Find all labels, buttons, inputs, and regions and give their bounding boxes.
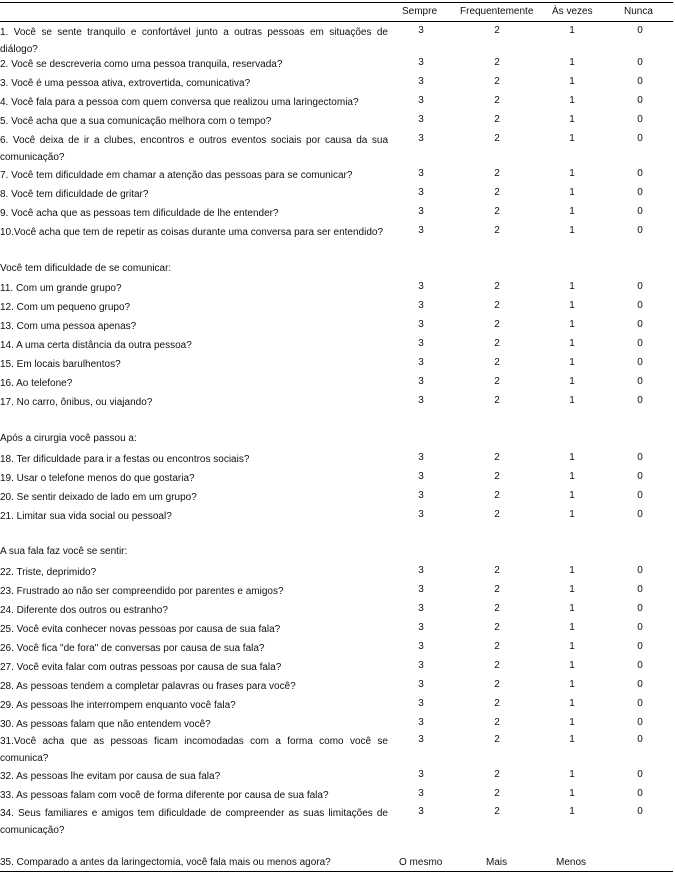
score-cell: 0 [637, 300, 643, 311]
score-cell: 2 [494, 57, 500, 68]
score-cell: 3 [418, 395, 424, 406]
question-text: 5. Você acha que a sua comunicação melhora com o tempo? [0, 116, 272, 127]
score-cell: 3 [418, 281, 424, 292]
score-cell: 1 [569, 395, 575, 406]
score-cell: 0 [637, 717, 643, 728]
score-cell: 0 [637, 225, 643, 236]
score-cell: 1 [569, 225, 575, 236]
score-cell: 3 [418, 471, 424, 482]
question-text: 21. Limitar sua vida social ou pessoal? [0, 511, 172, 522]
question-text: 24. Diferente dos outros ou estranho? [0, 605, 168, 616]
question-text: 10.Você acha que tem de repetir as coisas durante uma conversa para ser entendido? [0, 227, 384, 238]
score-cell: 1 [569, 565, 575, 576]
score-cell: 3 [418, 187, 424, 198]
score-cell: 2 [494, 168, 500, 179]
score-cell: 1 [569, 698, 575, 709]
score-cell: 0 [637, 509, 643, 520]
score-cell: 2 [494, 717, 500, 728]
question-text: 1. Você se sente tranquilo e confortável junto a outras pessoas em situações de diálogo? [0, 27, 388, 55]
score-cell: 3 [418, 769, 424, 780]
score-cell: 0 [637, 114, 643, 125]
score-cell: 0 [637, 319, 643, 330]
score-cell: 3 [418, 376, 424, 387]
score-cell: 3 [418, 603, 424, 614]
score-cell: 0 [637, 769, 643, 780]
score-cell: 3 [418, 225, 424, 236]
score-cell: 3 [418, 622, 424, 633]
score-cell: 1 [569, 133, 575, 144]
score-cell: 1 [569, 679, 575, 690]
question-text: 32. As pessoas lhe evitam por causa de sua fala? [0, 771, 221, 782]
score-cell: 0 [637, 788, 643, 799]
score-cell: 2 [494, 187, 500, 198]
score-cell: 0 [637, 376, 643, 387]
score-cell: 2 [494, 603, 500, 614]
score-cell: 3 [418, 319, 424, 330]
score-cell: 0 [637, 168, 643, 179]
score-cell: 3 [418, 300, 424, 311]
top-rule [0, 2, 673, 3]
score-cell: 3 [418, 357, 424, 368]
section-heading: Você tem dificuldade de se comunicar: [0, 263, 172, 274]
question-text: 13. Com uma pessoa apenas? [0, 321, 137, 332]
section-heading: A sua fala faz você se sentir: [0, 546, 128, 557]
question-text: 6. Você deixa de ir a clubes, encontros e outros eventos sociais por causa da sua comunicação? [0, 135, 388, 163]
score-cell: 3 [418, 490, 424, 501]
score-cell: 2 [494, 452, 500, 463]
score-cell: 0 [637, 76, 643, 87]
final-option-o-mesmo: O mesmo [399, 857, 443, 868]
question-text: 8. Você tem dificuldade de gritar? [0, 189, 149, 200]
score-cell: 1 [569, 281, 575, 292]
score-cell: 1 [569, 168, 575, 179]
final-option-mais: Mais [486, 857, 508, 868]
score-cell: 0 [637, 452, 643, 463]
question-text: 25. Você evita conhecer novas pessoas por causa de sua fala? [0, 624, 281, 635]
score-cell: 3 [418, 76, 424, 87]
question-text: 29. As pessoas lhe interrompem enquanto você fala? [0, 700, 236, 711]
final-question: 35. Comparado a antes da laringectomia, você fala mais ou menos agora? [0, 857, 331, 868]
question-text: 28. As pessoas tendem a completar palavras ou frases para você? [0, 681, 296, 692]
score-cell: 1 [569, 338, 575, 349]
score-cell: 3 [418, 679, 424, 690]
score-cell: 0 [637, 565, 643, 576]
question-text: 7. Você tem dificuldade em chamar a atenção das pessoas para se comunicar? [0, 170, 353, 181]
question-text: 12. Com um pequeno grupo? [0, 302, 131, 313]
score-cell: 2 [494, 622, 500, 633]
question-text: 14. A uma certa distância da outra pessoa? [0, 340, 192, 351]
score-cell: 3 [418, 660, 424, 671]
score-cell: 3 [418, 57, 424, 68]
score-cell: 1 [569, 471, 575, 482]
score-cell: 3 [418, 565, 424, 576]
score-cell: 0 [637, 603, 643, 614]
score-cell: 0 [637, 57, 643, 68]
score-cell: 0 [637, 698, 643, 709]
score-cell: 2 [494, 95, 500, 106]
score-cell: 0 [637, 734, 643, 745]
header-sempre: Sempre [402, 6, 438, 17]
score-cell: 2 [494, 25, 500, 36]
score-cell: 2 [494, 490, 500, 501]
question-text: 34. Seus familiares e amigos tem dificuldade de compreender as suas limitações de comunicação? [0, 808, 388, 836]
score-cell: 1 [569, 788, 575, 799]
question-text: 33. As pessoas falam com você de forma diferente por causa de sua fala? [0, 790, 329, 801]
question-text: 31.Você acha que as pessoas ficam incomodadas com a forma como você se comunica? [0, 736, 388, 764]
score-cell: 0 [637, 95, 643, 106]
score-cell: 1 [569, 806, 575, 817]
header-as-vezes: Às vezes [552, 6, 593, 17]
score-cell: 2 [494, 734, 500, 745]
question-text: 18. Ter dificuldade para ir a festas ou encontros sociais? [0, 454, 250, 465]
score-cell: 0 [637, 584, 643, 595]
score-cell: 1 [569, 490, 575, 501]
score-cell: 2 [494, 509, 500, 520]
question-text: 19. Usar o telefone menos do que gostaria? [0, 473, 195, 484]
score-cell: 1 [569, 76, 575, 87]
score-cell: 1 [569, 95, 575, 106]
score-cell: 1 [569, 376, 575, 387]
score-cell: 2 [494, 338, 500, 349]
score-cell: 3 [418, 806, 424, 817]
question-text: 22. Triste, deprimido? [0, 567, 97, 578]
score-cell: 3 [418, 452, 424, 463]
score-cell: 3 [418, 168, 424, 179]
score-cell: 1 [569, 452, 575, 463]
score-cell: 0 [637, 806, 643, 817]
question-text: 26. Você fica "de fora" de conversas por causa de sua fala? [0, 643, 265, 654]
score-cell: 0 [637, 622, 643, 633]
score-cell: 2 [494, 698, 500, 709]
score-cell: 1 [569, 660, 575, 671]
question-text: 27. Você evita falar com outras pessoas por causa de sua fala? [0, 662, 282, 673]
score-cell: 2 [494, 660, 500, 671]
score-cell: 2 [494, 565, 500, 576]
question-text: 11. Com um grande grupo? [0, 283, 122, 294]
score-cell: 1 [569, 206, 575, 217]
header-nunca: Nunca [624, 6, 653, 17]
score-cell: 2 [494, 114, 500, 125]
score-cell: 3 [418, 25, 424, 36]
score-cell: 1 [569, 584, 575, 595]
score-cell: 2 [494, 679, 500, 690]
score-cell: 0 [637, 357, 643, 368]
question-text: 23. Frustrado ao não ser compreendido por parentes e amigos? [0, 586, 284, 597]
score-cell: 2 [494, 395, 500, 406]
score-cell: 0 [637, 338, 643, 349]
score-cell: 0 [637, 187, 643, 198]
score-cell: 0 [637, 25, 643, 36]
score-cell: 1 [569, 319, 575, 330]
score-cell: 0 [637, 679, 643, 690]
header-frequentemente: Frequentemente [460, 6, 534, 17]
score-cell: 0 [637, 395, 643, 406]
score-cell: 3 [418, 717, 424, 728]
question-text: 4. Você fala para a pessoa com quem conversa que realizou uma laringectomia? [0, 97, 359, 108]
bottom-rule [0, 871, 673, 872]
score-cell: 2 [494, 471, 500, 482]
score-cell: 3 [418, 698, 424, 709]
score-cell: 1 [569, 641, 575, 652]
question-text: 9. Você acha que as pessoas tem dificuldade de lhe entender? [0, 208, 279, 219]
score-cell: 2 [494, 788, 500, 799]
score-cell: 2 [494, 225, 500, 236]
score-cell: 3 [418, 734, 424, 745]
score-cell: 2 [494, 769, 500, 780]
question-text: 16. Ao telefone? [0, 378, 73, 389]
score-cell: 1 [569, 717, 575, 728]
score-cell: 3 [418, 114, 424, 125]
question-text: 15. Em locais barulhentos? [0, 359, 121, 370]
score-cell: 3 [418, 641, 424, 652]
score-cell: 2 [494, 584, 500, 595]
score-cell: 2 [494, 300, 500, 311]
score-cell: 1 [569, 769, 575, 780]
final-option-menos: Menos [556, 857, 587, 868]
score-cell: 3 [418, 95, 424, 106]
score-cell: 0 [637, 660, 643, 671]
question-text: 17. No carro, ônibus, ou viajando? [0, 397, 153, 408]
question-text: 30. As pessoas falam que não entendem você? [0, 719, 211, 730]
score-cell: 2 [494, 376, 500, 387]
score-cell: 1 [569, 114, 575, 125]
score-cell: 2 [494, 319, 500, 330]
score-cell: 1 [569, 25, 575, 36]
question-text: 2. Você se descreveria como uma pessoa tranquila, reservada? [0, 59, 283, 70]
score-cell: 3 [418, 788, 424, 799]
score-cell: 0 [637, 641, 643, 652]
score-cell: 2 [494, 806, 500, 817]
score-cell: 0 [637, 471, 643, 482]
score-cell: 0 [637, 206, 643, 217]
score-cell: 2 [494, 281, 500, 292]
score-cell: 1 [569, 300, 575, 311]
score-cell: 2 [494, 76, 500, 87]
score-cell: 1 [569, 603, 575, 614]
score-cell: 2 [494, 641, 500, 652]
section-heading: Após a cirurgia você passou a: [0, 433, 137, 444]
score-cell: 1 [569, 187, 575, 198]
score-cell: 1 [569, 734, 575, 745]
question-text: 20. Se sentir deixado de lado em um grupo? [0, 492, 197, 503]
score-cell: 3 [418, 206, 424, 217]
score-cell: 2 [494, 133, 500, 144]
score-cell: 2 [494, 357, 500, 368]
question-text: 3. Você é uma pessoa ativa, extrovertida, comunicativa? [0, 78, 251, 89]
score-cell: 1 [569, 57, 575, 68]
score-cell: 0 [637, 133, 643, 144]
score-cell: 0 [637, 281, 643, 292]
score-cell: 3 [418, 133, 424, 144]
score-cell: 1 [569, 509, 575, 520]
score-cell: 3 [418, 338, 424, 349]
header-rule [0, 21, 673, 22]
score-cell: 3 [418, 584, 424, 595]
score-cell: 1 [569, 622, 575, 633]
score-cell: 0 [637, 490, 643, 501]
score-cell: 3 [418, 509, 424, 520]
score-cell: 1 [569, 357, 575, 368]
score-cell: 2 [494, 206, 500, 217]
